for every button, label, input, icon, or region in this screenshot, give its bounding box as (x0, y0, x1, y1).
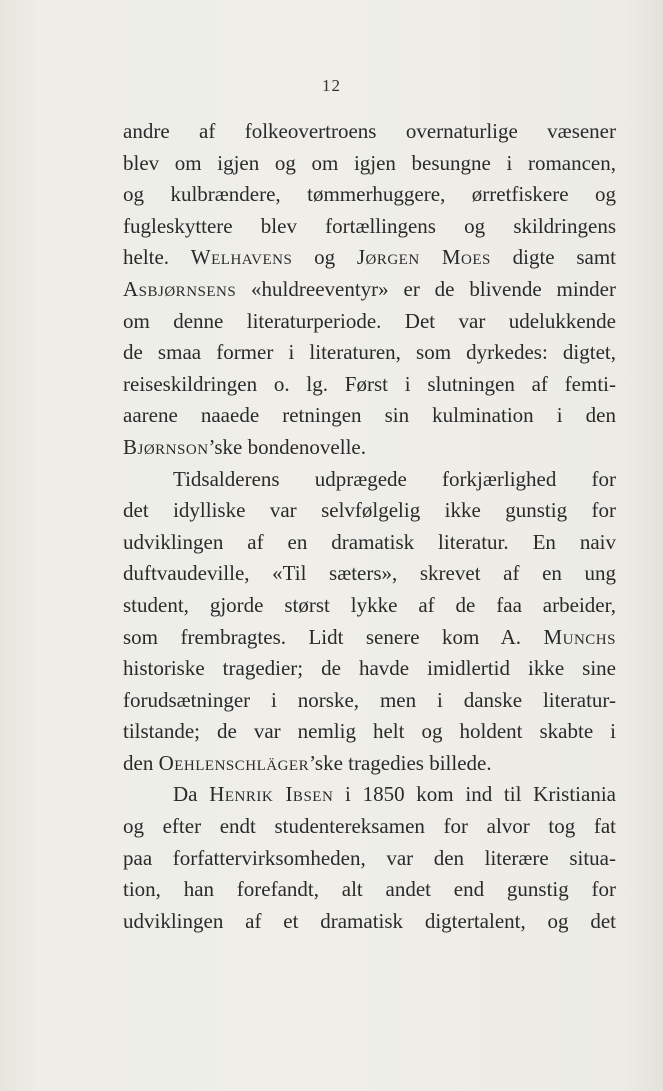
text-segment: den (123, 750, 159, 775)
text-line (123, 716, 616, 748)
text-segment: duftvaudeville, «Til sæters», skrevet af en ung (123, 561, 616, 586)
text-line (123, 906, 616, 938)
text-segment: og efter endt studentereksamen for alvor tog fat (123, 814, 616, 839)
text-segment: som frembragtes. Lidt senere kom A. (123, 624, 544, 649)
text-segment: ’ske bondenovelle. (208, 434, 366, 459)
small-caps-name: Oehlenschläger (158, 750, 310, 775)
text-segment: blev om igjen og om igjen besungne i romancen, (123, 150, 616, 175)
text-line (123, 432, 616, 464)
text-line (123, 843, 616, 875)
text-segment: student, gjorde størst lykke af de faa arbeider, (123, 592, 616, 617)
text-segment: udviklingen af et dramatisk digtertalent, og det (123, 908, 616, 933)
text-segment: og kulbrændere, tømmerhuggere, ørretfiskere og (123, 182, 616, 207)
text-line (123, 590, 616, 622)
text-segment: tion, han forefandt, alt andet end gunstig for (123, 877, 616, 902)
text-segment: i 1850 kom ind til Kristiania (333, 782, 616, 807)
small-caps-name: Henrik Ibsen (209, 782, 334, 807)
text-segment: aarene naaede retningen sin kulmination i den (123, 403, 616, 428)
text-line (123, 179, 616, 211)
text-segment: reiseskildringen o. lg. Først i slutningen af femti- (123, 371, 616, 396)
text-segment: om denne literaturperiode. Det var udelukkende (123, 308, 616, 333)
text-segment: andre af folkeovertroens overnaturlige væsener (123, 119, 616, 143)
text-line (123, 306, 616, 338)
text-line (123, 400, 616, 432)
text-line (123, 369, 616, 401)
page-number: 12 (322, 76, 341, 95)
text-line (123, 558, 616, 590)
text-segment: de smaa former i literaturen, som dyrkedes: digtet, (123, 340, 616, 365)
text-line (123, 748, 616, 780)
text-segment: ’ske tragedies billede. (309, 750, 492, 775)
text-line (123, 874, 616, 906)
text-segment: Tidsalderens udprægede forkjærlighed for (173, 466, 616, 491)
text-segment: helte. (123, 245, 191, 270)
text-line (123, 685, 616, 717)
body-text (123, 116, 616, 937)
text-line (123, 116, 616, 148)
small-caps-name: Jørgen Moes (356, 245, 491, 270)
text-segment: paa forfattervirksomheden, var den literære situa- (123, 845, 616, 870)
small-caps-name: Asbjørnsens (123, 276, 237, 301)
text-segment: det idylliske var selvfølgelig ikke gunstig for (123, 498, 616, 523)
text-line (123, 653, 616, 685)
small-caps-name: Welhavens (190, 245, 293, 270)
text-line (123, 527, 616, 559)
text-line (123, 495, 616, 527)
text-line (123, 811, 616, 843)
small-caps-name: Munchs (543, 624, 616, 649)
text-line (123, 211, 616, 243)
text-segment: og (292, 245, 357, 270)
text-segment: historiske tragedier; de havde imidlertid ikke sine (123, 656, 616, 681)
text-line (123, 622, 616, 654)
text-segment: «huldreeventyr» er de blivende minder (236, 276, 616, 301)
text-segment: digte samt (490, 245, 616, 270)
text-segment: forudsætninger i norske, men i danske literatur- (123, 687, 616, 712)
text-line (123, 274, 616, 306)
text-line (123, 337, 616, 369)
small-caps-name: Bjørnson (123, 434, 209, 459)
text-line (123, 779, 616, 811)
text-line (123, 464, 616, 496)
text-line (123, 242, 616, 274)
text-line (123, 148, 616, 180)
text-segment: tilstande; de var nemlig helt og holdent skabte i (123, 719, 616, 744)
text-segment: Da (173, 782, 210, 807)
text-segment: fugleskyttere blev fortællingens og skildringens (123, 213, 616, 238)
text-segment: udviklingen af en dramatisk literatur. En naiv (123, 529, 616, 554)
